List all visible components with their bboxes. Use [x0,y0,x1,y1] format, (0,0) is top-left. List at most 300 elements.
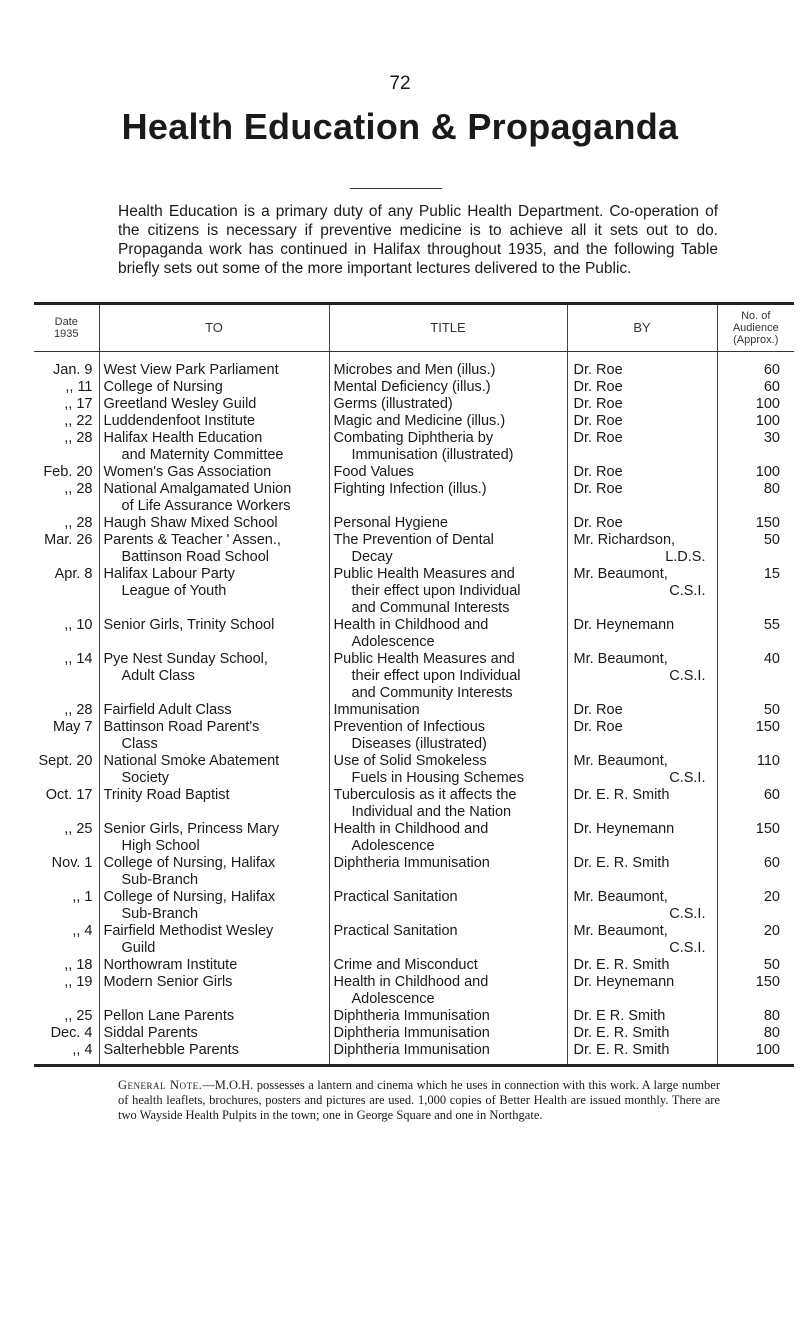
cell-by [567,1025,717,1042]
general-note [118,1078,720,1123]
date-text: ,, 10 [64,617,93,633]
cell-title [329,464,567,481]
table-row [34,464,794,481]
by-line: Dr. Roe [573,481,623,497]
cell-by [567,821,717,855]
cell-to [99,515,329,532]
cell-to [99,413,329,430]
cell-by [567,396,717,413]
cell-to [99,1042,329,1066]
cell-to [99,481,329,515]
title-line-continued: Adolescence [351,991,435,1007]
cell-date [34,651,99,702]
title-line-continued: their effect upon Individual [351,583,521,599]
title-line: Mental Deficiency (illus.) [333,379,491,395]
cell-by [567,957,717,974]
date-text: ,, 1 [72,889,93,905]
title-line: Practical Sanitation [333,889,458,905]
to-line: Trinity Road Baptist [103,787,230,803]
title-divider [350,188,442,189]
by-line: Dr. Roe [573,379,623,395]
cell-audience [717,821,794,855]
cell-audience [717,855,794,889]
cell-to [99,753,329,787]
audience-count: 40 [763,651,780,667]
cell-date [34,753,99,787]
general-note-text: —M.O.H. possesses a lantern and cinema which he uses in connection with this work. A large number of health leaflets, brochures, posters and pictures are used. 1,000 copies of Better Health are issued monthly. There are two Wayside Health Pulpits in the town; one in George Square and one in Northgate. [118,1078,721,1122]
cell-title [329,1008,567,1025]
cell-audience [717,566,794,617]
by-line: Dr. E. R. Smith [573,957,670,973]
cell-date [34,855,99,889]
table-row [34,923,794,957]
to-line: Fairfield Methodist Wesley [103,923,274,939]
title-line: Tuberculosis as it affects the [333,787,517,803]
header-by: BY [567,304,717,352]
title-line: Health in Childhood and [333,974,489,990]
cell-title [329,974,567,1008]
table-row [34,379,794,396]
to-line: Senior Girls, Princess Mary [103,821,280,837]
title-line: Practical Sanitation [333,923,458,939]
to-line-continued: Sub-Branch [121,872,199,888]
cell-to [99,566,329,617]
title-line: Public Health Measures and [333,651,515,667]
date-text: Jan. 9 [53,362,93,378]
to-line-continued: Society [121,770,170,786]
table-row [34,651,794,702]
cell-date [34,957,99,974]
cell-date [34,702,99,719]
date-text: ,, 11 [65,379,93,395]
cell-to [99,855,329,889]
cell-by [567,889,717,923]
cell-date [34,1042,99,1066]
to-line: Northowram Institute [103,957,238,973]
by-qualification: C.S.I. [669,906,706,922]
table-row [34,855,794,889]
by-line: Dr. Roe [573,430,623,446]
date-text: ,, 25 [64,1008,93,1024]
audience-count: 150 [755,719,780,735]
date-text: Oct. 17 [45,787,93,803]
cell-to [99,974,329,1008]
to-line: Siddal Parents [103,1025,198,1041]
by-line: Mr. Beaumont, [573,651,668,667]
header-audience-line3: (Approx.) [733,334,779,346]
cell-by [567,753,717,787]
to-line: Halifax Health Education [103,430,263,446]
cell-audience [717,753,794,787]
to-line: Halifax Labour Party [103,566,235,582]
title-line-continued: Individual and the Nation [351,804,512,820]
table-row [34,1042,794,1066]
audience-count: 150 [755,821,780,837]
cell-date [34,923,99,957]
cell-to [99,532,329,566]
header-date [34,304,99,352]
cell-to [99,379,329,396]
cell-date [34,821,99,855]
to-line: Modern Senior Girls [103,974,233,990]
page-number: 72 [389,73,411,94]
audience-count: 100 [755,396,780,412]
table-row [34,1025,794,1042]
cell-date [34,974,99,1008]
to-line: Haugh Shaw Mixed School [103,515,278,531]
cell-date [34,413,99,430]
date-text: ,, 4 [72,1042,93,1058]
to-line-continued: Adult Class [121,668,195,684]
cell-audience [717,617,794,651]
to-line: Pellon Lane Parents [103,1008,235,1024]
cell-date [34,1008,99,1025]
to-line-continued: Class [121,736,158,752]
cell-to [99,464,329,481]
title-line-continued: and Community Interests [351,685,513,701]
audience-count: 80 [763,1025,780,1041]
cell-to [99,702,329,719]
cell-date [34,787,99,821]
table-row [34,515,794,532]
table-row [34,821,794,855]
date-text: ,, 28 [64,515,93,531]
by-qualification: C.S.I. [669,940,706,956]
cell-date [34,464,99,481]
cell-title [329,413,567,430]
cell-date [34,617,99,651]
by-line: Dr. Roe [573,413,623,429]
cell-title [329,532,567,566]
cell-title [329,481,567,515]
cell-by [567,719,717,753]
by-line: Dr. E R. Smith [573,1008,666,1024]
to-line: Senior Girls, Trinity School [103,617,275,633]
audience-count: 60 [763,379,780,395]
table-row [34,702,794,719]
by-line: Dr. Roe [573,464,623,480]
by-line: Dr. Roe [573,515,623,531]
audience-count: 60 [763,787,780,803]
cell-title [329,719,567,753]
title-line: Diphtheria Immunisation [333,1025,490,1041]
cell-date [34,396,99,413]
header-audience [717,304,794,352]
cell-by [567,1042,717,1066]
date-text: ,, 19 [64,974,93,990]
cell-audience [717,464,794,481]
cell-by [567,1008,717,1025]
date-text: ,, 28 [64,702,93,718]
audience-count: 50 [763,957,780,973]
by-line: Dr. Roe [573,719,623,735]
cell-title [329,430,567,464]
by-line: Mr. Beaumont, [573,753,668,769]
cell-date [34,889,99,923]
cell-title [329,1042,567,1066]
to-line: College of Nursing, Halifax [103,889,276,905]
cell-audience [717,719,794,753]
title-line: Prevention of Infectious [333,719,486,735]
header-to: TO [99,304,329,352]
audience-count: 80 [763,481,780,497]
table-row [34,957,794,974]
cell-by [567,379,717,396]
cell-to [99,396,329,413]
title-line-continued: Diseases (illustrated) [351,736,487,752]
title-line: Use of Solid Smokeless [333,753,487,769]
date-text: ,, 28 [64,481,93,497]
cell-date [34,719,99,753]
cell-by [567,855,717,889]
cell-by [567,430,717,464]
cell-date [34,481,99,515]
title-line: Fighting Infection (illus.) [333,481,487,497]
to-line: Parents & Teacher ' Assen., [103,532,281,548]
title-line: Diphtheria Immunisation [333,1042,490,1058]
cell-audience [717,1025,794,1042]
audience-count: 100 [755,1042,780,1058]
cell-audience [717,1042,794,1066]
title-line: Microbes and Men (illus.) [333,362,496,378]
date-text: Nov. 1 [51,855,93,871]
table-header [34,304,794,352]
date-text: Dec. 4 [50,1025,93,1041]
date-text: ,, 18 [64,957,93,973]
cell-by [567,464,717,481]
general-note-label: General Note. [118,1078,203,1092]
cell-title [329,352,567,380]
table-row [34,889,794,923]
table-row [34,413,794,430]
by-line: Dr. Roe [573,396,623,412]
date-text: ,, 28 [64,430,93,446]
cell-audience [717,532,794,566]
cell-to [99,617,329,651]
to-line-continued: Battinson Road School [121,549,270,565]
table-row [34,617,794,651]
to-line-continued: High School [121,838,200,854]
cell-by [567,515,717,532]
cell-audience [717,889,794,923]
cell-title [329,923,567,957]
date-text: Mar. 26 [44,532,93,548]
cell-audience [717,974,794,1008]
table-row [34,532,794,566]
to-line-continued: and Maternity Committee [121,447,284,463]
title-line-continued: Immunisation (illustrated) [351,447,514,463]
title-line: Combating Diphtheria by [333,430,494,446]
cell-to [99,787,329,821]
title-line: Magic and Medicine (illus.) [333,413,506,429]
title-line: Germs (illustrated) [333,396,453,412]
table-row [34,787,794,821]
title-line-continued: their effect upon Individual [351,668,521,684]
cell-by [567,566,717,617]
audience-count: 20 [763,923,780,939]
to-line: Luddendenfoot Institute [103,413,256,429]
by-qualification: C.S.I. [669,583,706,599]
by-line: Mr. Beaumont, [573,889,668,905]
by-line: Dr. Heynemann [573,821,675,837]
cell-by [567,352,717,380]
by-line: Mr. Beaumont, [573,923,668,939]
cell-audience [717,923,794,957]
cell-by [567,923,717,957]
cell-title [329,957,567,974]
cell-title [329,889,567,923]
audience-count: 100 [755,464,780,480]
cell-title [329,702,567,719]
cell-by [567,532,717,566]
cell-title [329,753,567,787]
table-row [34,481,794,515]
to-line: Greetland Wesley Guild [103,396,257,412]
cell-title [329,787,567,821]
cell-date [34,532,99,566]
cell-title [329,855,567,889]
cell-to [99,889,329,923]
by-line: Dr. Roe [573,702,623,718]
cell-audience [717,787,794,821]
title-line: Immunisation [333,702,420,718]
title-line: Food Values [333,464,414,480]
to-line: College of Nursing [103,379,223,395]
lectures-table [34,302,794,1067]
header-audience-line1: No. of [741,310,771,322]
title-line: Diphtheria Immunisation [333,1008,490,1024]
audience-count: 15 [763,566,780,582]
cell-to [99,1008,329,1025]
cell-title [329,1025,567,1042]
cell-by [567,617,717,651]
date-text: ,, 22 [64,413,93,429]
cell-to [99,923,329,957]
audience-count: 60 [763,362,780,378]
audience-count: 30 [763,430,780,446]
audience-count: 60 [763,855,780,871]
title-line-continued: Adolescence [351,634,435,650]
cell-title [329,821,567,855]
cell-audience [717,515,794,532]
cell-to [99,957,329,974]
by-line: Dr. Roe [573,362,623,378]
cell-audience [717,379,794,396]
to-line: Women's Gas Association [103,464,272,480]
cell-audience [717,481,794,515]
date-text: May 7 [53,719,93,735]
by-line: Dr. E. R. Smith [573,855,670,871]
cell-audience [717,702,794,719]
title-line: Personal Hygiene [333,515,448,531]
cell-to [99,821,329,855]
title-line: Diphtheria Immunisation [333,855,490,871]
cell-to [99,352,329,380]
title-line: The Prevention of Dental [333,532,494,548]
cell-title [329,566,567,617]
by-line: Dr. Heynemann [573,617,675,633]
header-date-year: 1935 [54,328,79,340]
cell-audience [717,651,794,702]
to-line: Battinson Road Parent's [103,719,260,735]
by-qualification: C.S.I. [669,770,706,786]
cell-title [329,396,567,413]
to-line: National Smoke Abatement [103,753,280,769]
cell-by [567,787,717,821]
cell-date [34,515,99,532]
cell-date [34,1025,99,1042]
to-line: West View Park Parliament [103,362,279,378]
by-line: Dr. E. R. Smith [573,1042,670,1058]
cell-audience [717,352,794,380]
cell-by [567,651,717,702]
audience-count: 55 [763,617,780,633]
cell-audience [717,396,794,413]
to-line-continued: League of Youth [121,583,227,599]
title-line-continued: and Communal Interests [351,600,510,616]
table-row [34,753,794,787]
title-line: Public Health Measures and [333,566,515,582]
table-body [34,352,794,1066]
by-line: Dr. E. R. Smith [573,1025,670,1041]
header-audience-line2: Audience [732,322,779,334]
date-text: ,, 14 [64,651,93,667]
cell-date [34,566,99,617]
title-line-continued: Fuels in Housing Schemes [351,770,524,786]
to-line: Pye Nest Sunday School, [103,651,268,667]
cell-title [329,379,567,396]
to-line: College of Nursing, Halifax [103,855,276,871]
cell-audience [717,413,794,430]
date-text: Feb. 20 [43,464,93,480]
title-line: Health in Childhood and [333,821,489,837]
table-row [34,566,794,617]
by-qualification: C.S.I. [669,668,706,684]
cell-title [329,651,567,702]
date-text: ,, 17 [64,396,93,412]
cell-to [99,430,329,464]
audience-count: 50 [763,532,780,548]
cell-title [329,515,567,532]
to-line: Fairfield Adult Class [103,702,232,718]
by-qualification: L.D.S. [665,549,706,565]
cell-title [329,617,567,651]
intro-paragraph: Health Education is a primary duty of any Public Health Department. Co-operation of the citizens is necessary if preventive medicine is to achieve all it sets out to do. Propaganda work has continued in Halifax throughout 1935, and the following Table briefly sets out some of the more important lectures delivered to the Public. [118,203,718,277]
audience-count: 150 [755,974,780,990]
cell-to [99,719,329,753]
cell-audience [717,1008,794,1025]
to-line-continued: of Life Assurance Workers [121,498,291,514]
to-line-continued: Guild [121,940,156,956]
to-line-continued: Sub-Branch [121,906,199,922]
audience-count: 100 [755,413,780,429]
audience-count: 80 [763,1008,780,1024]
header-date-label: Date [54,316,78,328]
cell-to [99,1025,329,1042]
date-text: Apr. 8 [54,566,93,582]
audience-count: 110 [756,753,780,769]
table-row [34,719,794,753]
cell-to [99,651,329,702]
audience-count: 150 [755,515,780,531]
cell-date [34,352,99,380]
cell-by [567,974,717,1008]
to-line: Salterhebble Parents [103,1042,239,1058]
audience-count: 20 [763,889,780,905]
cell-by [567,702,717,719]
page-title: Health Education & Propaganda [121,106,679,147]
header-title: TITLE [329,304,567,352]
